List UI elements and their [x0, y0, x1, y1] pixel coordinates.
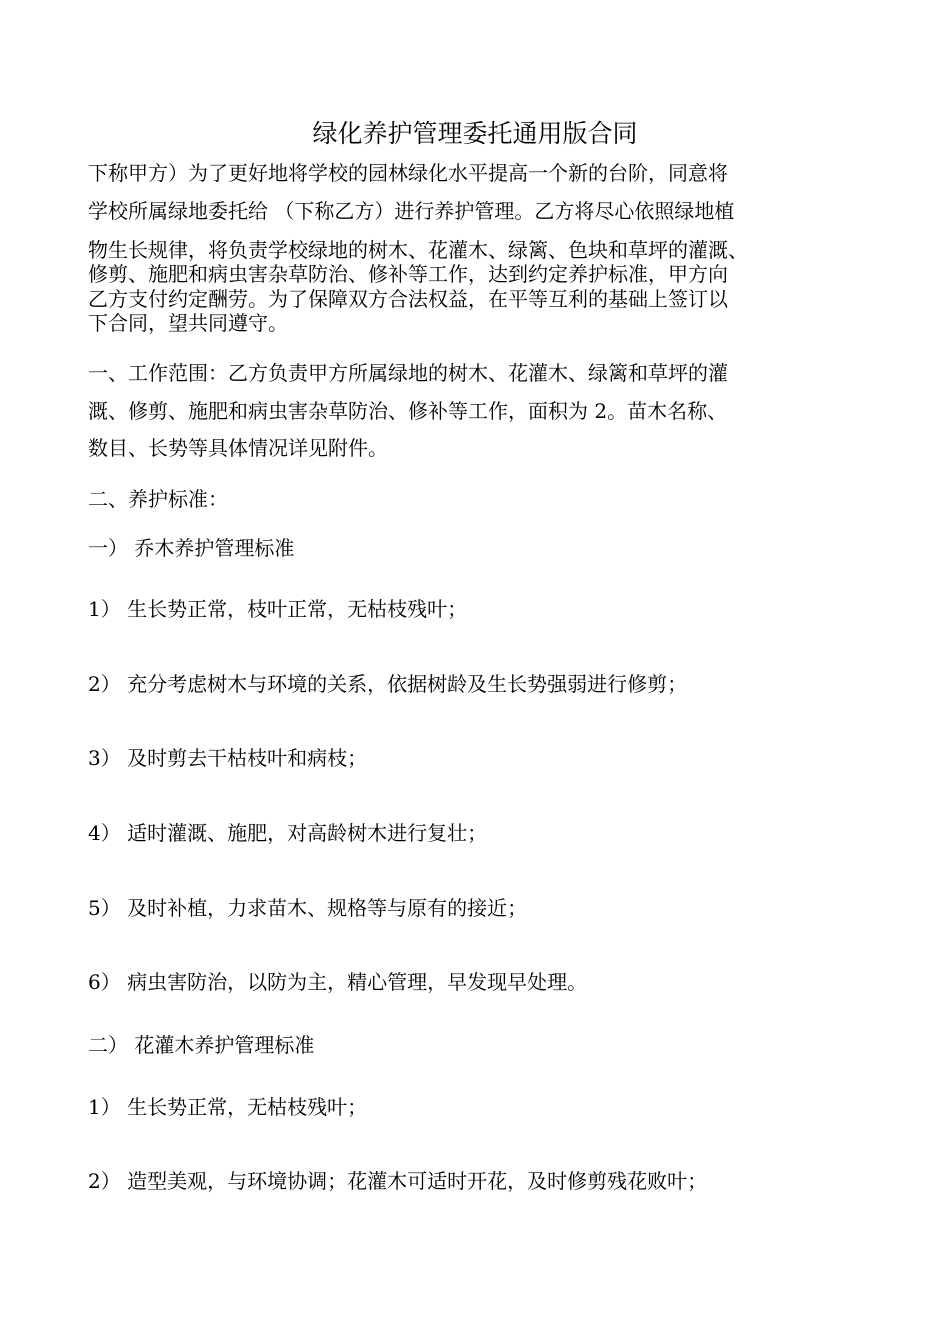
intro-line: 修剪、施肥和病虫害杂草防治、修补等工作，达到约定养护标准，甲方向 [88, 262, 728, 286]
tree-standard-item: 2） 充分考虑树木与环境的关系，依据树龄及生长势强弱进行修剪； [88, 672, 688, 696]
shrub-standard-item: 1） 生长势正常，无枯枝残叶； [88, 1095, 368, 1119]
intro-line: 物生长规律，将负责学校绿地的树木、花灌木、绿篱、色块和草坪的灌溉、 [88, 238, 748, 262]
intro-line: 下合同，望共同遵守。 [88, 311, 288, 335]
intro-line: 学校所属绿地委托给 （下称乙方）进行养护管理。乙方将尽心依照绿地植 [88, 199, 735, 223]
tree-standard-item: 1） 生长势正常，枝叶正常，无枯枝残叶； [88, 597, 468, 621]
shrub-standard-heading: 二） 花灌木养护管理标准 [88, 1033, 315, 1057]
tree-standard-item: 6） 病虫害防治，以防为主，精心管理，早发现早处理。 [88, 970, 588, 994]
shrub-standard-item: 2） 造型美观，与环境协调；花灌木可适时开花，及时修剪残花败叶； [88, 1169, 708, 1193]
scope-line: 一、工作范围：乙方负责甲方所属绿地的树木、花灌木、绿篱和草坪的灌 [88, 361, 728, 385]
intro-line: 乙方支付约定酬劳。为了保障双方合法权益，在平等互利的基础上签订以 [88, 287, 728, 311]
tree-standard-item: 3） 及时剪去干枯枝叶和病枝； [88, 746, 368, 770]
standards-heading: 二、养护标准： [88, 487, 228, 511]
scope-line: 数目、长势等具体情况详见附件。 [88, 436, 388, 460]
document-title: 绿化养护管理委托通用版合同 [312, 119, 638, 148]
tree-standard-heading: 一） 乔木养护管理标准 [88, 536, 295, 560]
intro-line: 下称甲方）为了更好地将学校的园林绿化水平提高一个新的台阶，同意将 [88, 161, 728, 185]
scope-line: 溉、修剪、施肥和病虫害杂草防治、修补等工作，面积为 2。苗木名称、 [88, 399, 728, 423]
tree-standard-item: 5） 及时补植，力求苗木、规格等与原有的接近； [88, 896, 528, 920]
tree-standard-item: 4） 适时灌溉、施肥，对高龄树木进行复壮； [88, 821, 488, 845]
